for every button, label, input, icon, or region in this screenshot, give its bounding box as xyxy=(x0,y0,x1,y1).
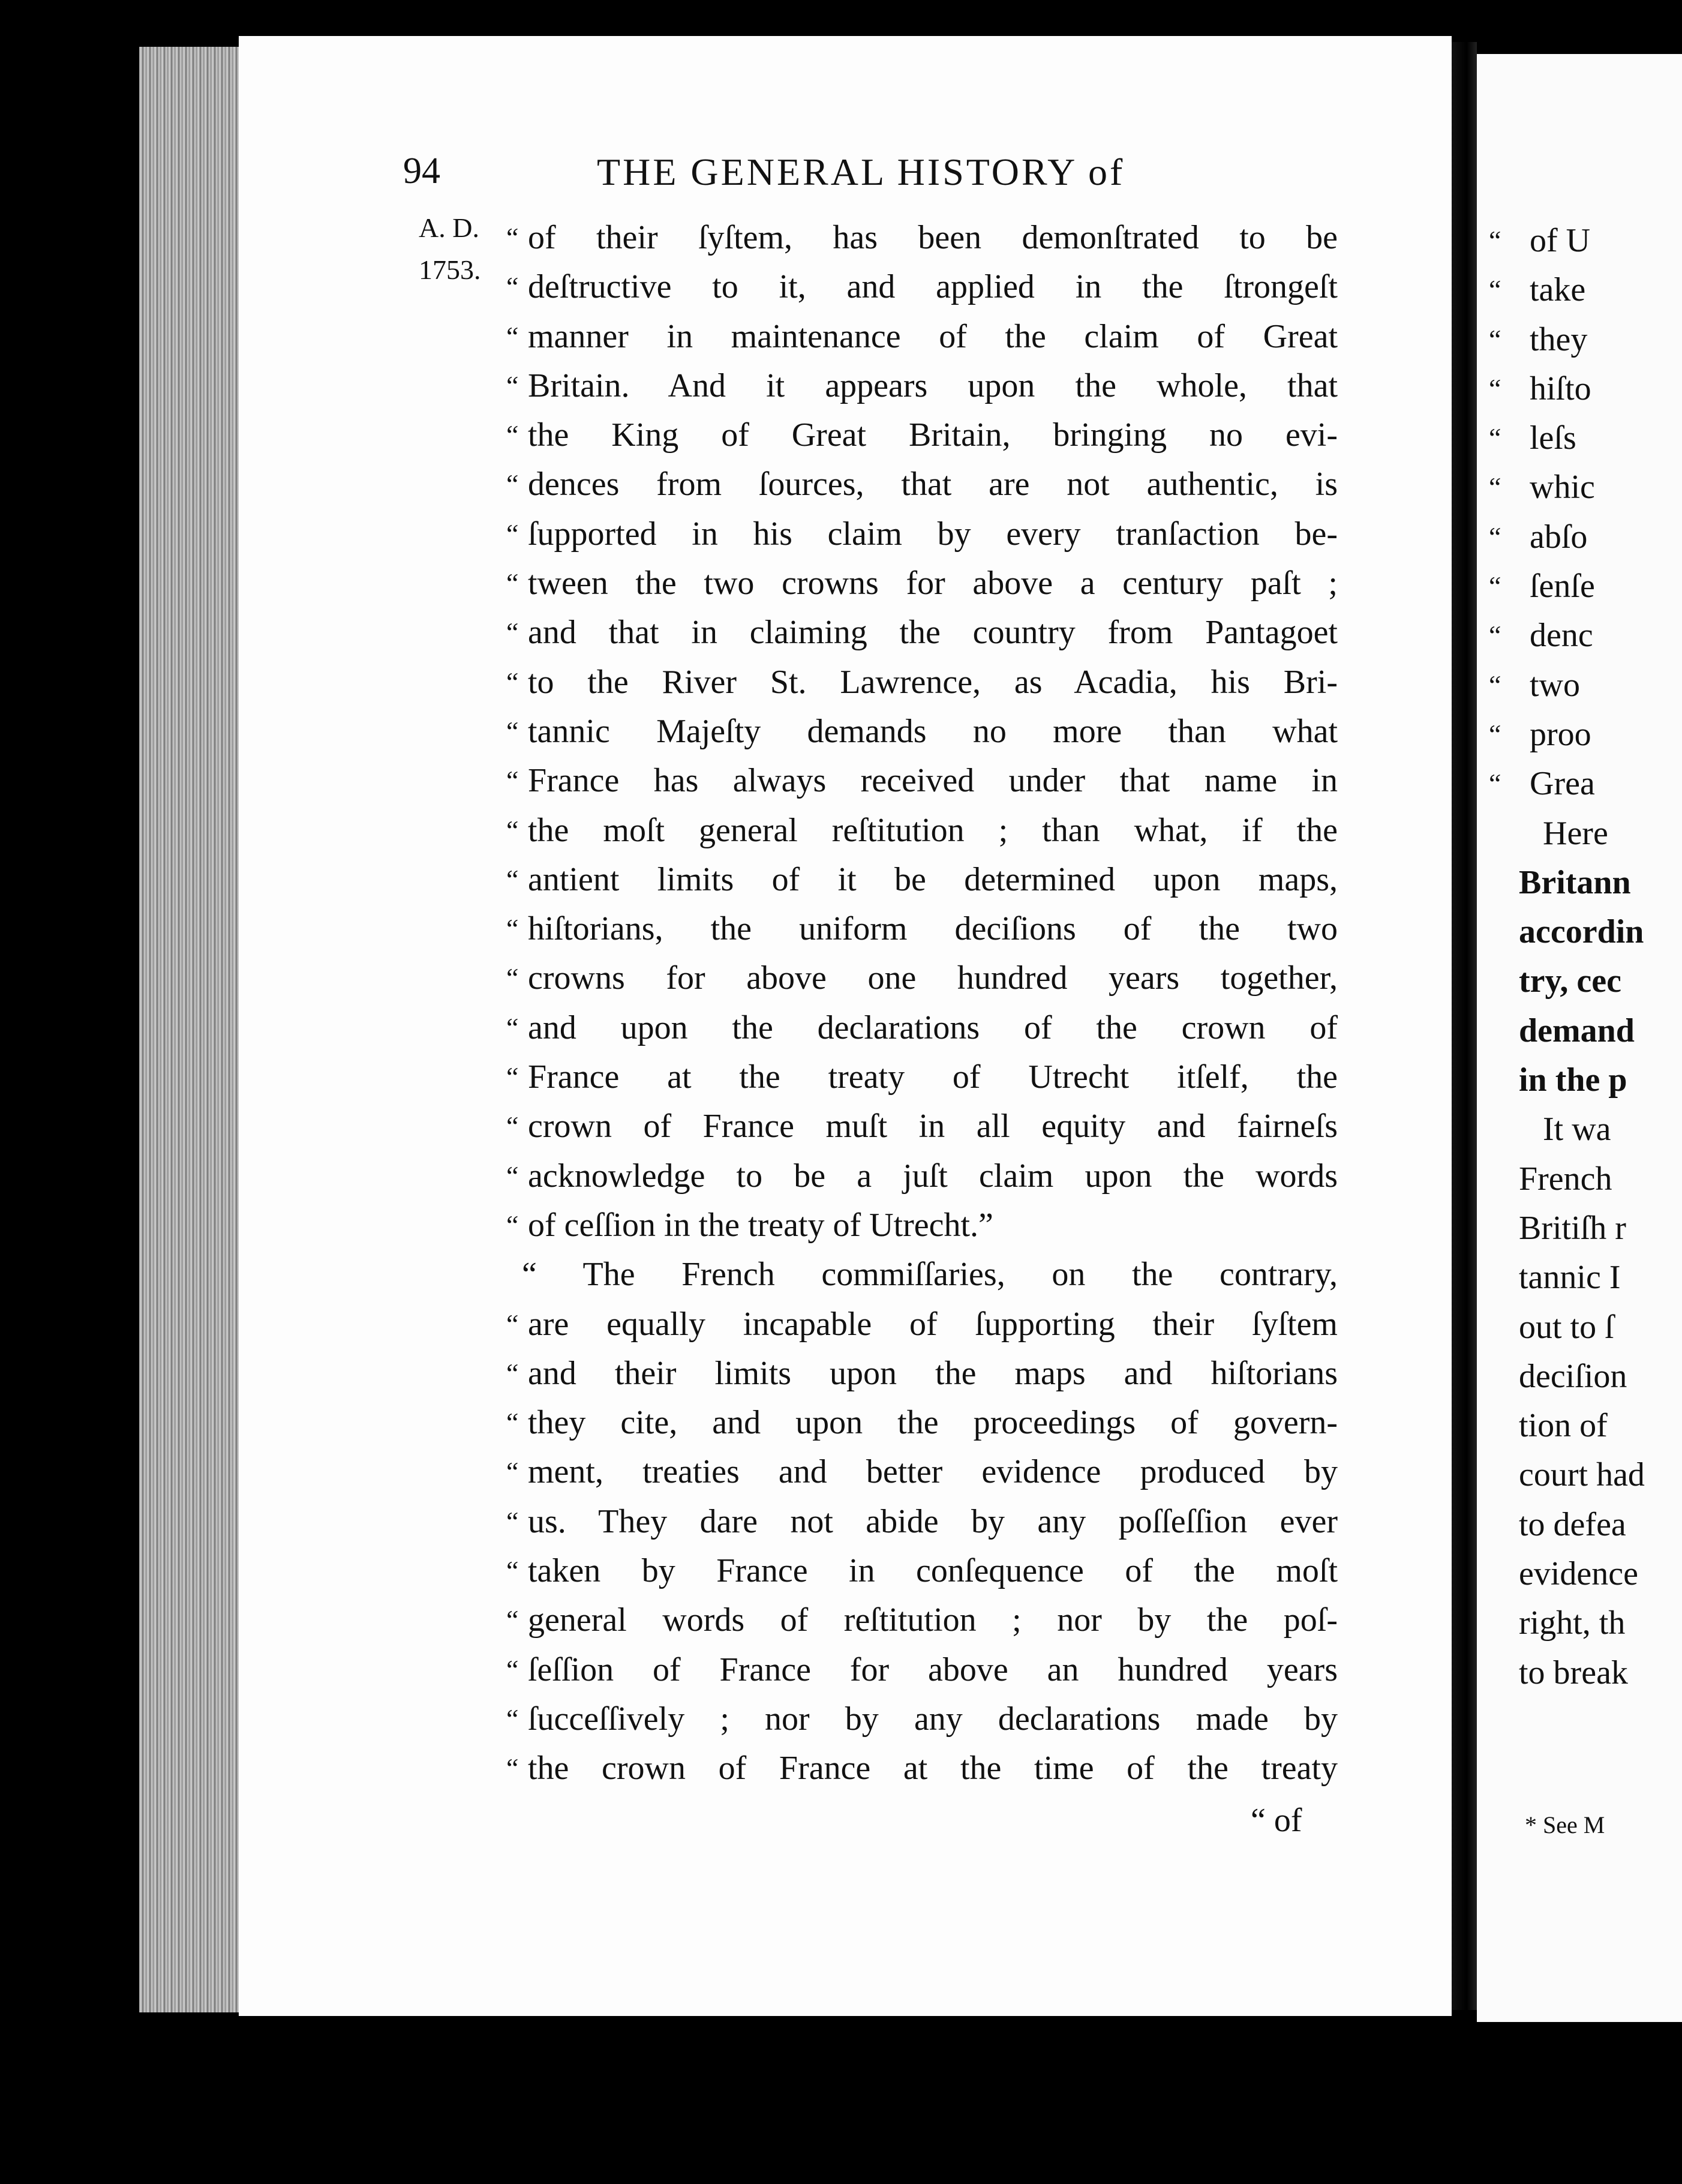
right-text-line xyxy=(1477,1450,1681,1499)
right-text-line xyxy=(1477,1006,1681,1055)
right-text-line xyxy=(1477,1598,1681,1648)
quote-mark: “ xyxy=(506,1604,519,1636)
right-text-line xyxy=(1477,1154,1681,1204)
quote-mark: “ xyxy=(506,1012,519,1043)
quote-mark: “ xyxy=(1489,620,1501,651)
right-text-line-words: tannic I xyxy=(1519,1259,1621,1297)
text-line xyxy=(506,410,1338,460)
quote-mark: “ xyxy=(506,1654,519,1685)
right-text-line xyxy=(1477,216,1681,265)
right-text-line xyxy=(1477,413,1681,463)
margin-label: A. D. xyxy=(419,212,479,243)
right-text-line-words: Here xyxy=(1543,814,1608,852)
right-text-line-words: Britiſh r xyxy=(1519,1209,1626,1247)
text-line xyxy=(506,707,1338,756)
book-page-edges xyxy=(139,47,240,2012)
text-line xyxy=(506,460,1338,509)
text-line xyxy=(506,213,1338,262)
right-text-line-words: It wa xyxy=(1543,1111,1611,1148)
text-line-words: ſeſſion of France for above an hundred years xyxy=(528,1651,1338,1688)
right-page xyxy=(1477,54,1682,2022)
text-line-words: and that in claiming the country from Pantagoet xyxy=(528,614,1338,652)
text-line-words: general words of reſtitution ; nor by the poſ- xyxy=(528,1601,1338,1639)
text-line xyxy=(506,361,1338,410)
quote-mark: “ xyxy=(506,1456,519,1487)
text-line-words: “ The French commiſſaries, on the contrary, xyxy=(522,1256,1338,1294)
right-page-text xyxy=(1477,216,1681,1697)
right-text-line xyxy=(1477,809,1681,858)
right-text-line-words: Britann xyxy=(1519,863,1631,901)
quote-mark: “ xyxy=(506,913,519,944)
right-text-line-words: accordin xyxy=(1519,913,1644,951)
quote-mark: “ xyxy=(1489,225,1501,256)
quote-mark: “ xyxy=(506,1753,519,1784)
right-text-line-words: Grea xyxy=(1530,765,1595,803)
right-text-line xyxy=(1477,907,1681,956)
text-line-words: Britain. And it appears upon the whole, that xyxy=(528,367,1338,404)
quote-mark: “ xyxy=(506,962,519,994)
text-line xyxy=(506,1300,1338,1349)
right-text-line-words: try, cec xyxy=(1519,962,1621,1000)
right-text-line-words: whic xyxy=(1530,469,1595,506)
text-line-words: the moſt general reſtitution ; than what, if the xyxy=(528,811,1338,849)
right-text-line-words: to defea xyxy=(1519,1505,1626,1543)
right-text-line-words: proo xyxy=(1530,715,1591,753)
text-line-words: and their limits upon the maps and hiſtorians xyxy=(528,1354,1338,1392)
right-text-line-words: demand xyxy=(1519,1012,1635,1049)
right-text-line-words: out to ſ xyxy=(1519,1308,1614,1346)
right-text-line xyxy=(1477,265,1681,314)
text-line-words: France has always received under that name in xyxy=(528,762,1338,800)
right-text-line-words: court had xyxy=(1519,1456,1645,1494)
running-title: THE GENERAL HISTORY of xyxy=(597,151,1125,193)
text-line xyxy=(506,1151,1338,1201)
quote-mark: “ xyxy=(506,1357,519,1388)
text-line-words: the King of Great Britain, bringing no evi- xyxy=(528,416,1338,454)
right-text-line xyxy=(1477,1055,1681,1105)
text-line-words: dences from ſources, that are not authentic, is xyxy=(528,466,1338,503)
text-line xyxy=(506,1003,1338,1052)
text-line-words: of their ſyſtem, has been demonſtrated to be xyxy=(528,219,1338,256)
body-text xyxy=(506,213,1338,1793)
right-text-line xyxy=(1477,858,1681,907)
text-line xyxy=(506,1052,1338,1102)
right-text-line-words: to break xyxy=(1519,1654,1628,1691)
right-text-line-words: leſs xyxy=(1530,419,1576,457)
text-line-words: taken by France in conſequence of the moſt xyxy=(528,1552,1338,1590)
right-text-line xyxy=(1477,1204,1681,1253)
margin-year: 1753. xyxy=(419,254,481,285)
text-line-words: us. They dare not abide by any poſſeſſion ever xyxy=(528,1502,1338,1540)
text-line-words: are equally incapable of ſupporting their ſyſtem xyxy=(528,1305,1338,1343)
text-line-words: to the River St. Lawrence, as Acadia, his Bri- xyxy=(528,663,1338,701)
right-text-line xyxy=(1477,1500,1681,1549)
text-line-words: ſupported in his claim by every tranſaction be- xyxy=(528,515,1338,553)
quote-mark: “ xyxy=(506,222,519,253)
right-text-line-words: in the p xyxy=(1519,1061,1627,1099)
text-line xyxy=(506,608,1338,657)
quote-mark: “ xyxy=(506,814,519,845)
right-text-line-words: tion of xyxy=(1519,1407,1608,1445)
right-text-line xyxy=(1477,364,1681,413)
quote-mark: “ xyxy=(506,1061,519,1093)
right-page-footnote: * See M xyxy=(1525,1811,1605,1838)
right-text-line xyxy=(1477,759,1681,808)
right-text-line-words: they xyxy=(1530,320,1588,358)
text-line xyxy=(506,1447,1338,1496)
right-text-line-words: of U xyxy=(1530,222,1591,259)
text-line xyxy=(506,756,1338,805)
text-line xyxy=(506,806,1338,855)
text-line xyxy=(506,559,1338,608)
text-line xyxy=(506,509,1338,559)
book-gutter xyxy=(1452,42,1477,2010)
text-line-words: of ceſſion in the treaty of Utrecht.” xyxy=(528,1206,993,1244)
text-line xyxy=(506,1744,1338,1793)
quote-mark: “ xyxy=(1489,521,1501,552)
right-text-line-words: hiſto xyxy=(1530,370,1591,407)
right-text-line-words: French xyxy=(1519,1160,1612,1198)
quote-mark: “ xyxy=(506,765,519,796)
quote-mark: “ xyxy=(506,617,519,648)
right-text-line xyxy=(1477,1401,1681,1450)
quote-mark: “ xyxy=(506,715,519,746)
text-line-words: they cite, and upon the proceedings of govern- xyxy=(528,1404,1338,1442)
text-line-words: crown of France muſt in all equity and fairneſs xyxy=(528,1108,1338,1145)
text-line-words: hiſtorians, the uniform deciſions of the two xyxy=(528,910,1338,948)
right-text-line-words: abſo xyxy=(1530,518,1588,556)
text-line-words: antient limits of it be determined upon maps, xyxy=(528,860,1338,898)
right-text-line xyxy=(1477,956,1681,1006)
text-line-words: and upon the declarations of the crown of xyxy=(528,1009,1338,1046)
quote-mark: “ xyxy=(1489,422,1501,454)
text-line xyxy=(506,953,1338,1003)
quote-mark: “ xyxy=(506,1703,519,1734)
quote-mark: “ xyxy=(1489,323,1501,355)
quote-mark: “ xyxy=(506,370,519,401)
text-line xyxy=(506,1349,1338,1398)
right-text-line-words: ſenſe xyxy=(1530,568,1595,605)
right-text-line-words: two xyxy=(1530,666,1580,704)
text-line-words: deſtructive to it, and applied in the ſtrongeſt xyxy=(528,268,1338,306)
text-line-words: tween the two crowns for above a century paſt ; xyxy=(528,565,1338,602)
quote-mark: “ xyxy=(1489,571,1501,602)
text-line xyxy=(506,1694,1338,1744)
right-text-line xyxy=(1477,1253,1681,1302)
text-line xyxy=(506,1398,1338,1447)
right-text-line xyxy=(1477,611,1681,660)
text-line-words: manner in maintenance of the claim of Great xyxy=(528,317,1338,355)
quote-mark: “ xyxy=(506,666,519,697)
text-line xyxy=(506,262,1338,311)
quote-mark: “ xyxy=(1489,718,1501,749)
text-line-words: France at the treaty of Utrecht itſelf, the xyxy=(528,1058,1338,1096)
quote-mark: “ xyxy=(1489,669,1501,700)
text-line-words: acknowledge to be a juſt claim upon the words xyxy=(528,1157,1338,1195)
text-line-words: the crown of France at the time of the treaty xyxy=(528,1750,1338,1787)
text-line xyxy=(506,1595,1338,1645)
right-text-line xyxy=(1477,1648,1681,1697)
quote-mark: “ xyxy=(506,863,519,895)
quote-mark: “ xyxy=(506,271,519,302)
right-text-line xyxy=(1477,710,1681,759)
right-text-line xyxy=(1477,661,1681,710)
quote-mark: “ xyxy=(506,1505,519,1537)
text-line xyxy=(522,1250,1338,1299)
right-text-line xyxy=(1477,1549,1681,1598)
text-line xyxy=(506,855,1338,904)
quote-mark: “ xyxy=(506,1407,519,1438)
quote-mark: “ xyxy=(506,518,519,549)
right-text-line xyxy=(1477,562,1681,611)
text-line xyxy=(506,1201,1338,1250)
right-text-line xyxy=(1477,512,1681,562)
quote-mark: “ xyxy=(1489,373,1501,404)
margin-date xyxy=(419,207,481,291)
quote-mark: “ xyxy=(506,320,519,352)
right-text-line xyxy=(1477,463,1681,512)
quote-mark: “ xyxy=(506,419,519,451)
right-text-line-words: right, th xyxy=(1519,1604,1626,1642)
text-line-words: tannic Majeſty demands no more than what xyxy=(528,712,1338,750)
right-text-line-words: evidence xyxy=(1519,1555,1638,1593)
right-text-line-words: take xyxy=(1530,271,1586,309)
text-line-words: crowns for above one hundred years together, xyxy=(528,959,1338,997)
text-line xyxy=(506,1546,1338,1595)
quote-mark: “ xyxy=(1489,472,1501,503)
right-text-line xyxy=(1477,1105,1681,1154)
text-line xyxy=(506,1497,1338,1546)
right-text-line xyxy=(1477,315,1681,364)
quote-mark: “ xyxy=(506,568,519,599)
text-line xyxy=(506,904,1338,953)
quote-mark: “ xyxy=(506,1111,519,1142)
right-text-line-words: denc xyxy=(1530,617,1593,655)
right-text-line xyxy=(1477,1303,1681,1352)
right-text-line-words: deciſion xyxy=(1519,1357,1627,1395)
text-line xyxy=(506,1645,1338,1694)
right-text-line xyxy=(1477,1352,1681,1401)
quote-mark: “ xyxy=(506,1160,519,1191)
page-number: 94 xyxy=(403,151,440,191)
quote-mark: “ xyxy=(1489,274,1501,305)
quote-mark: “ xyxy=(506,1555,519,1586)
quote-mark: “ xyxy=(506,1308,519,1339)
quote-mark: “ xyxy=(506,1209,519,1240)
catchword: “ of xyxy=(1251,1802,1302,1839)
text-line xyxy=(506,658,1338,707)
text-line xyxy=(506,1102,1338,1151)
text-line xyxy=(506,312,1338,361)
quote-mark: “ xyxy=(1489,768,1501,799)
text-line-words: ment, treaties and better evidence produced by xyxy=(528,1453,1338,1491)
quote-mark: “ xyxy=(506,469,519,500)
text-line-words: ſucceſſively ; nor by any declarations made by xyxy=(528,1700,1338,1738)
